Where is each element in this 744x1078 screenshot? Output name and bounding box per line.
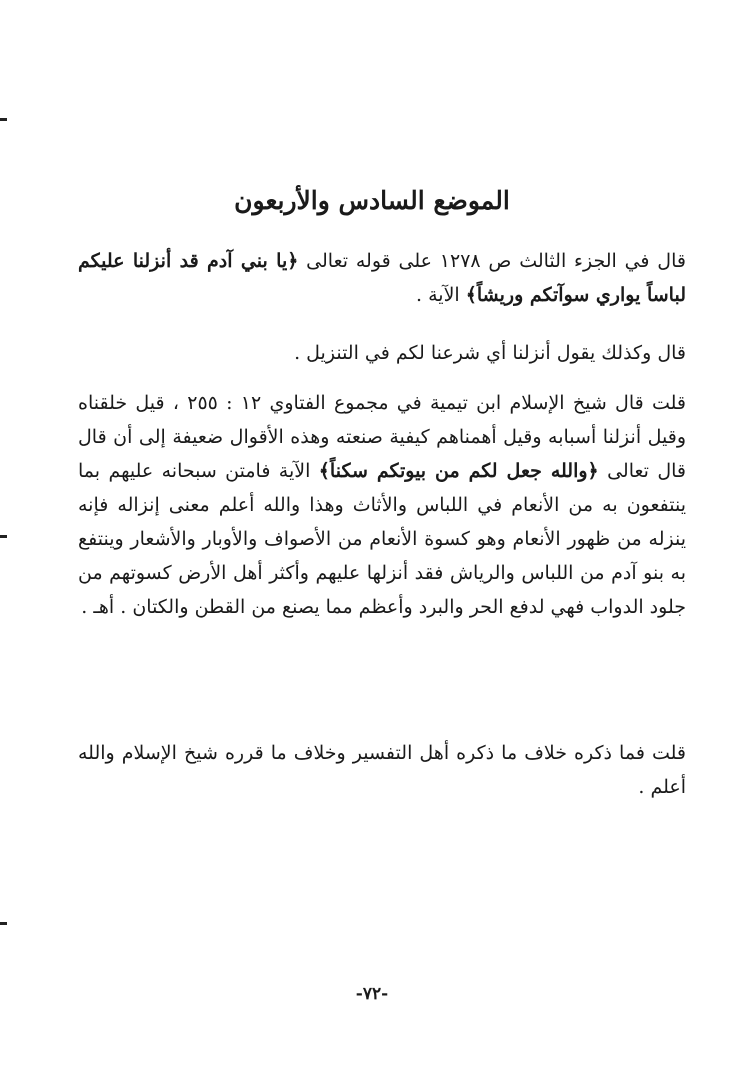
scan-edge-mark	[0, 922, 7, 925]
paragraph-3-part-b: الآية فامتن سبحانه عليهم بما ينتفعون به من الأنعام في اللباس والأثاث وهذا والله أعلم معنى إنزاله فإنه ينزله من ظهور الأنعام وهو كسوة الأنعام من الأصواف والأوبار والأشعار وينتفع به بنو آدم من اللباس والرياش فقد أنزلها عليهم وأكثر أهل الأرض كسوتهم من جلود الدواب فهي لدفع الحر والبرد وأعظم مما يصنع من القطن والكتان . أهـ .	[78, 460, 686, 618]
paragraph-3-part-a: قلت قال شيخ الإسلام ابن تيمية في مجموع الفتاوي ١٢ : ٢٥٥ ، قيل خلقناه وقيل أنزلنا أسبابه وقيل أهمناهم كيفية صنعته وهذه الأقوال ضعيفة إلى أن قال قال تعالى	[78, 392, 687, 482]
scan-edge-mark	[0, 118, 7, 121]
paragraph-1-tail: الآية .	[416, 284, 466, 306]
quran-verse: ﴿يا بني آدم قد أنزلنا عليكم لباساً يواري سوآتكم وريشاً﴾	[78, 250, 686, 306]
page-title: الموضع السادس والأربعون	[234, 186, 510, 215]
paragraph-4: قلت فما ذكره خلاف ما ذكره أهل التفسير وخلاف ما قرره شيخ الإسلام والله أعلم .	[78, 742, 686, 798]
paragraph-1	[78, 244, 686, 312]
paragraph-2: قال وكذلك يقول أنزلنا أي شرعنا لكم في التنزيل .	[294, 342, 686, 364]
quran-verse: ﴿والله جعل لكم من بيوتكم سكناً﴾	[318, 460, 599, 482]
scan-edge-mark	[0, 535, 7, 538]
paragraph-1-intro: قال في الجزء الثالث ص ١٢٧٨ على قوله تعالى	[298, 250, 686, 272]
paragraph-3	[78, 386, 686, 624]
page-number: -٧٢-	[355, 984, 389, 1004]
